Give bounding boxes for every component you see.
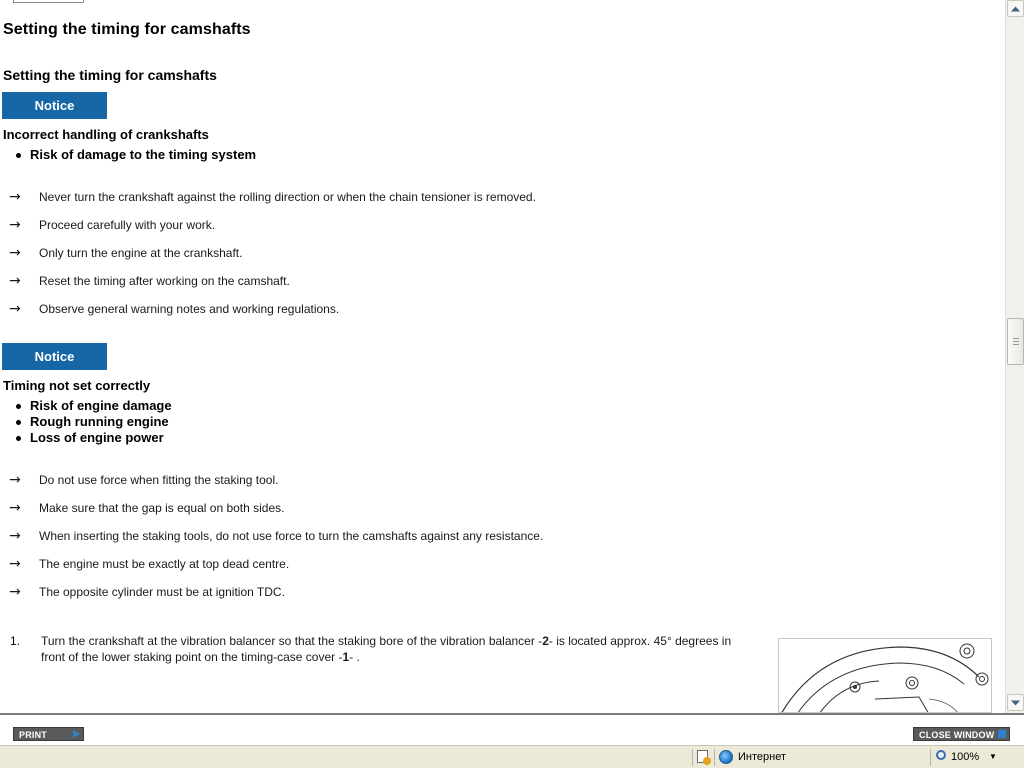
zoom-icon[interactable]	[936, 750, 946, 760]
arrow-right-icon: →	[9, 556, 21, 572]
notice-bullet-list	[14, 147, 256, 163]
notice-heading: Incorrect handling of crankshafts	[3, 127, 209, 142]
bullet-dot-icon	[16, 436, 21, 441]
scroll-thumb[interactable]	[1007, 318, 1024, 365]
arrow-right-icon: →	[9, 245, 21, 261]
arrow-right-icon: →	[9, 217, 21, 233]
notice-badge: Notice	[2, 343, 107, 370]
chevron-down-icon[interactable]: ▼	[989, 752, 997, 761]
list-item: Loss of engine power	[14, 430, 172, 446]
arrow-right-icon: →	[9, 528, 21, 544]
play-arrow-icon	[73, 730, 80, 738]
notice-badge: Notice	[2, 92, 107, 119]
stop-square-icon	[998, 730, 1006, 738]
vibration-balancer-figure	[778, 638, 992, 713]
arrow-right-icon: →	[9, 472, 21, 488]
print-button[interactable]: PRINT	[13, 727, 84, 741]
section-title: Setting the timing for camshafts	[3, 67, 217, 83]
browser-status-bar	[0, 745, 1024, 768]
page-error-icon[interactable]	[697, 750, 708, 763]
arrow-right-icon: →	[9, 301, 21, 317]
arrow-up-icon	[1011, 6, 1020, 12]
bullet-dot-icon	[16, 153, 21, 158]
list-item: Rough running engine	[14, 414, 172, 430]
notice-bullet-list	[14, 398, 172, 446]
vibration-balancer-drawing	[779, 639, 992, 713]
action-bar	[0, 713, 1024, 745]
internet-zone-icon	[719, 750, 733, 764]
step-number: 1.	[10, 634, 21, 648]
security-zone-label: Интернет	[738, 751, 786, 763]
scroll-up-button[interactable]	[1007, 0, 1024, 17]
arrow-right-icon: →	[9, 273, 21, 289]
notice-heading: Timing not set correctly	[3, 378, 151, 393]
step-text: Turn the crankshaft at the vibration balancer so that the staking bore of the vibration balancer -2- is located approx. 45° degrees in front of the lower staking point on the timing-case cover -1- .	[41, 634, 732, 664]
bullet-dot-icon	[16, 404, 21, 409]
scroll-down-button[interactable]	[1007, 694, 1024, 711]
arrow-right-icon: →	[9, 584, 21, 600]
vertical-scrollbar[interactable]	[1005, 0, 1024, 713]
close-window-button[interactable]: CLOSE WINDOW	[913, 727, 1010, 741]
page-title: Setting the timing for camshafts	[3, 21, 251, 38]
top-tab-fragment	[13, 0, 84, 3]
list-item: Risk of engine damage	[14, 398, 172, 414]
arrow-down-icon	[1011, 700, 1020, 706]
arrow-right-icon: →	[9, 500, 21, 516]
arrow-right-icon: →	[9, 189, 21, 205]
document-pane: Setting the timing for camshafts Setting the timing for camshafts Notice Incorrect handling of crankshafts Risk of damage to the timing system → Never turn the crankshaft against the rolling direction or when the chain tensioner is removed. → Proceed carefully with your work. → Only turn the engine at the crankshaft. → Reset the timing after working on the camshaft. → Observe general warning notes and working regulations. Notice Timing not set correctly Risk of engine damage Rough running engine Loss of engine power → Do not use force when fitting the staking tool. → Make sure that the gap is equal on both sides. → When inserting the staking tools, do not use force to turn the camshafts against any resistance. → The engine must be exactly at top dead centre. → The opposite cylinder must be at ignition TDC. 1. Turn the crankshaft at the vibration balancer so that the staking bore of the vibration balancer -2- is located approx. 45° degrees in front of the lower staking point on the timing-case cover -1- .	[0, 0, 1005, 713]
bullet-dot-icon	[16, 420, 21, 425]
zoom-level[interactable]: 100%	[951, 751, 980, 763]
list-item: Risk of damage to the timing system	[14, 147, 256, 163]
